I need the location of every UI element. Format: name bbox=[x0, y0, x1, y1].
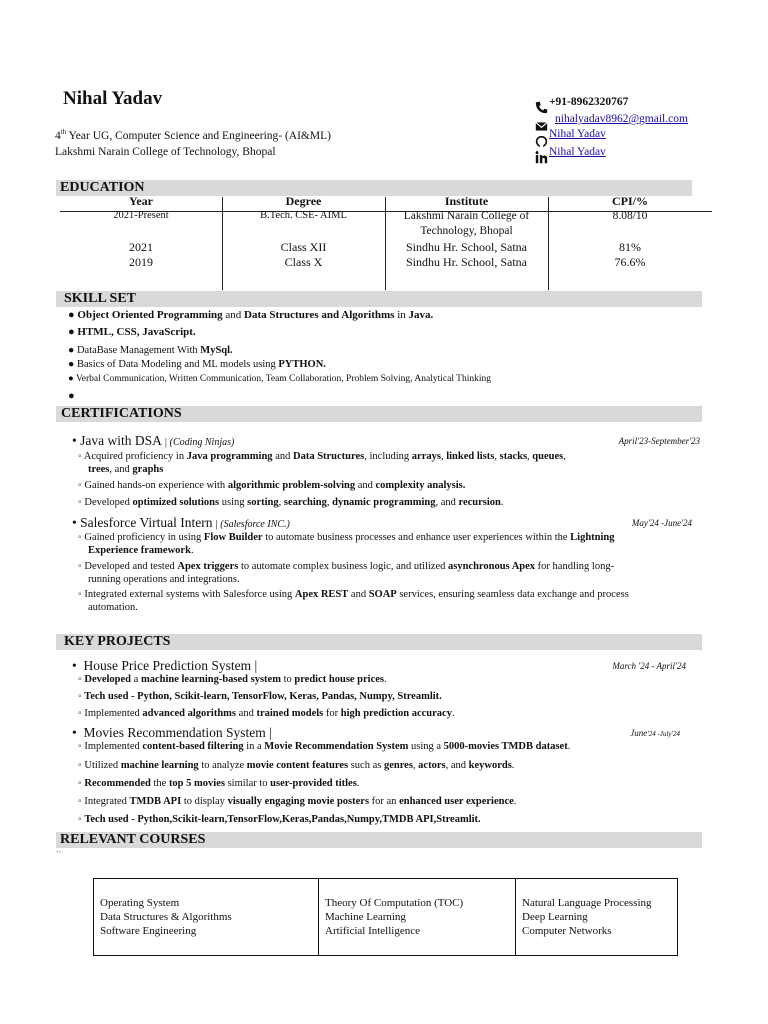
cert-bullet: ◦ Gained hands-on experience with algorithmic problem-solving and complexity analysis. bbox=[78, 480, 466, 491]
table-cell: Sindhu Hr. School, Satna bbox=[405, 255, 527, 269]
table-cell: Class X bbox=[284, 255, 323, 269]
skill-item: ● Object Oriented Programming and Data Structures and Algorithms in Java. bbox=[68, 309, 434, 321]
project-bullet: ◦ Tech used - Python,Scikit-learn,TensorFlow,Keras,Pandas,Numpy,TMDB API,Streamlit. bbox=[78, 814, 481, 825]
course-item: Theory Of Computation (TOC) bbox=[325, 897, 464, 909]
certifications-heading: CERTIFICATIONS bbox=[56, 406, 702, 422]
project-bullet: ◦ Developed a machine learning-based system to predict house prices. bbox=[78, 674, 387, 685]
table-cell: Class XII bbox=[280, 240, 327, 254]
courses-column bbox=[319, 879, 516, 955]
project-bullet: ◦ Tech used - Python, Scikit-learn, TensorFlow, Keras, Pandas, Numpy, Streamlit. bbox=[78, 691, 442, 702]
courses-column bbox=[516, 879, 676, 955]
courses-table bbox=[93, 878, 678, 956]
table-cell: 2021-Present bbox=[113, 210, 169, 221]
table-cell: Sindhu Hr. School, Satna bbox=[405, 240, 527, 254]
phone-number: +91-8962320767 bbox=[549, 96, 629, 108]
project-house-price: • House Price Prediction System | bbox=[72, 658, 258, 673]
projects-heading: KEY PROJECTS bbox=[56, 634, 702, 650]
project-bullet: ◦ Implemented advanced algorithms and trained models for high prediction accuracy. bbox=[78, 708, 455, 719]
email-link[interactable]: nihalyadav8962@gmail.com bbox=[555, 113, 688, 125]
email-icon bbox=[535, 120, 548, 133]
col-header-institute: Institute bbox=[444, 194, 489, 208]
course-item: Software Engineering bbox=[100, 925, 197, 937]
cert-date: April'23-September'23 bbox=[618, 436, 700, 446]
skill-item-empty: ● bbox=[68, 390, 75, 402]
cert-java-dsa: • Java with DSA | (Coding Ninjas) bbox=[72, 433, 235, 448]
table-cell: 76.6% bbox=[614, 255, 646, 269]
cert-salesforce: • Salesforce Virtual Intern | (Salesforce INC.) bbox=[72, 515, 290, 530]
phone-icon bbox=[535, 101, 548, 114]
stray-mark: `` bbox=[56, 850, 62, 859]
cert-bullet: ◦ Integrated external systems with Salesforce using Apex REST and SOAP services, ensuring seamless data exchange and process automation. bbox=[78, 589, 629, 613]
col-header-year: Year bbox=[129, 194, 153, 208]
course-item: Artificial Intelligence bbox=[325, 925, 420, 937]
courses-heading: RELEVANT COURSES bbox=[56, 832, 702, 848]
project-movies: • Movies Recommendation System | bbox=[72, 725, 272, 740]
github-icon bbox=[535, 135, 548, 148]
course-item: Natural Language Processing bbox=[522, 897, 652, 909]
education-heading: EDUCATION bbox=[56, 180, 692, 196]
table-cell: B.Tech. CSE- AIML bbox=[260, 210, 347, 221]
cert-bullet: ◦ Acquired proficiency in Java programming and Data Structures, including arrays, linked lists, stacks, queues, trees, and graphs bbox=[78, 451, 566, 475]
table-cell: Lakshmi Narain College of Technology, Bhopal bbox=[403, 210, 530, 237]
skill-item: ● HTML, CSS, JavaScript. bbox=[68, 326, 196, 338]
cert-date: May'24 -June'24 bbox=[631, 518, 692, 528]
linkedin-icon bbox=[535, 151, 548, 164]
course-item: Deep Learning bbox=[522, 911, 588, 923]
skill-item: ● Verbal Communication, Written Communication, Team Collaboration, Problem Solving, Analytical Thinking bbox=[68, 374, 492, 384]
project-bullet: ◦ Recommended the top 5 movies similar to user-provided titles. bbox=[78, 778, 360, 789]
skill-item: ● DataBase Management With MySql. bbox=[68, 345, 233, 356]
education-summary-line: 4th Year UG, Computer Science and Engineering- (AI&ML) bbox=[55, 128, 331, 142]
course-item: Data Structures & Algorithms bbox=[100, 911, 232, 923]
course-item: Machine Learning bbox=[325, 911, 406, 923]
skills-heading: SKILL SET bbox=[56, 291, 702, 307]
project-bullet: ◦ Implemented content-based filtering in a Movie Recommendation System using a 5000-movies TMDB dataset. bbox=[78, 741, 571, 752]
candidate-name: Nihal Yadav bbox=[63, 88, 163, 109]
col-header-degree: Degree bbox=[285, 194, 322, 208]
project-date: June'24 -July'24 bbox=[630, 728, 680, 738]
linkedin-link[interactable]: Nihal Yadav bbox=[549, 146, 606, 158]
cert-bullet: ◦ Gained proficiency in using Flow Builder to automate business processes and enhance user experiences within the Lightning Experience framework. bbox=[78, 532, 615, 556]
table-cell: 2019 bbox=[129, 255, 153, 269]
cert-bullet: ◦ Developed optimized solutions using sorting, searching, dynamic programming, and recursion. bbox=[78, 497, 504, 508]
table-cell: 2021 bbox=[129, 240, 153, 254]
courses-column bbox=[94, 879, 319, 955]
project-bullet: ◦ Integrated TMDB API to display visually engaging movie posters for an enhanced user experience. bbox=[78, 796, 517, 807]
course-item: Operating System bbox=[100, 897, 180, 909]
github-link[interactable]: Nihal Yadav bbox=[549, 128, 606, 140]
project-bullet: ◦ Utilized machine learning to analyze movie content features such as genres, actors, and keywords. bbox=[78, 760, 515, 771]
col-header-cpi: CPI/% bbox=[612, 194, 648, 208]
table-cell: 81% bbox=[619, 240, 641, 254]
skill-item: ● Basics of Data Modeling and ML models using PYTHON. bbox=[68, 359, 326, 370]
table-cell: 8.08/10 bbox=[612, 210, 648, 222]
cert-bullet: ◦ Developed and tested Apex triggers to automate complex business logic, and utilized asynchronous Apex for handling long- running operations and integrations. bbox=[78, 561, 615, 585]
project-date: March '24 - April'24 bbox=[612, 661, 686, 671]
college-line: Lakshmi Narain College of Technology, Bhopal bbox=[55, 146, 276, 158]
course-item: Computer Networks bbox=[522, 925, 612, 937]
